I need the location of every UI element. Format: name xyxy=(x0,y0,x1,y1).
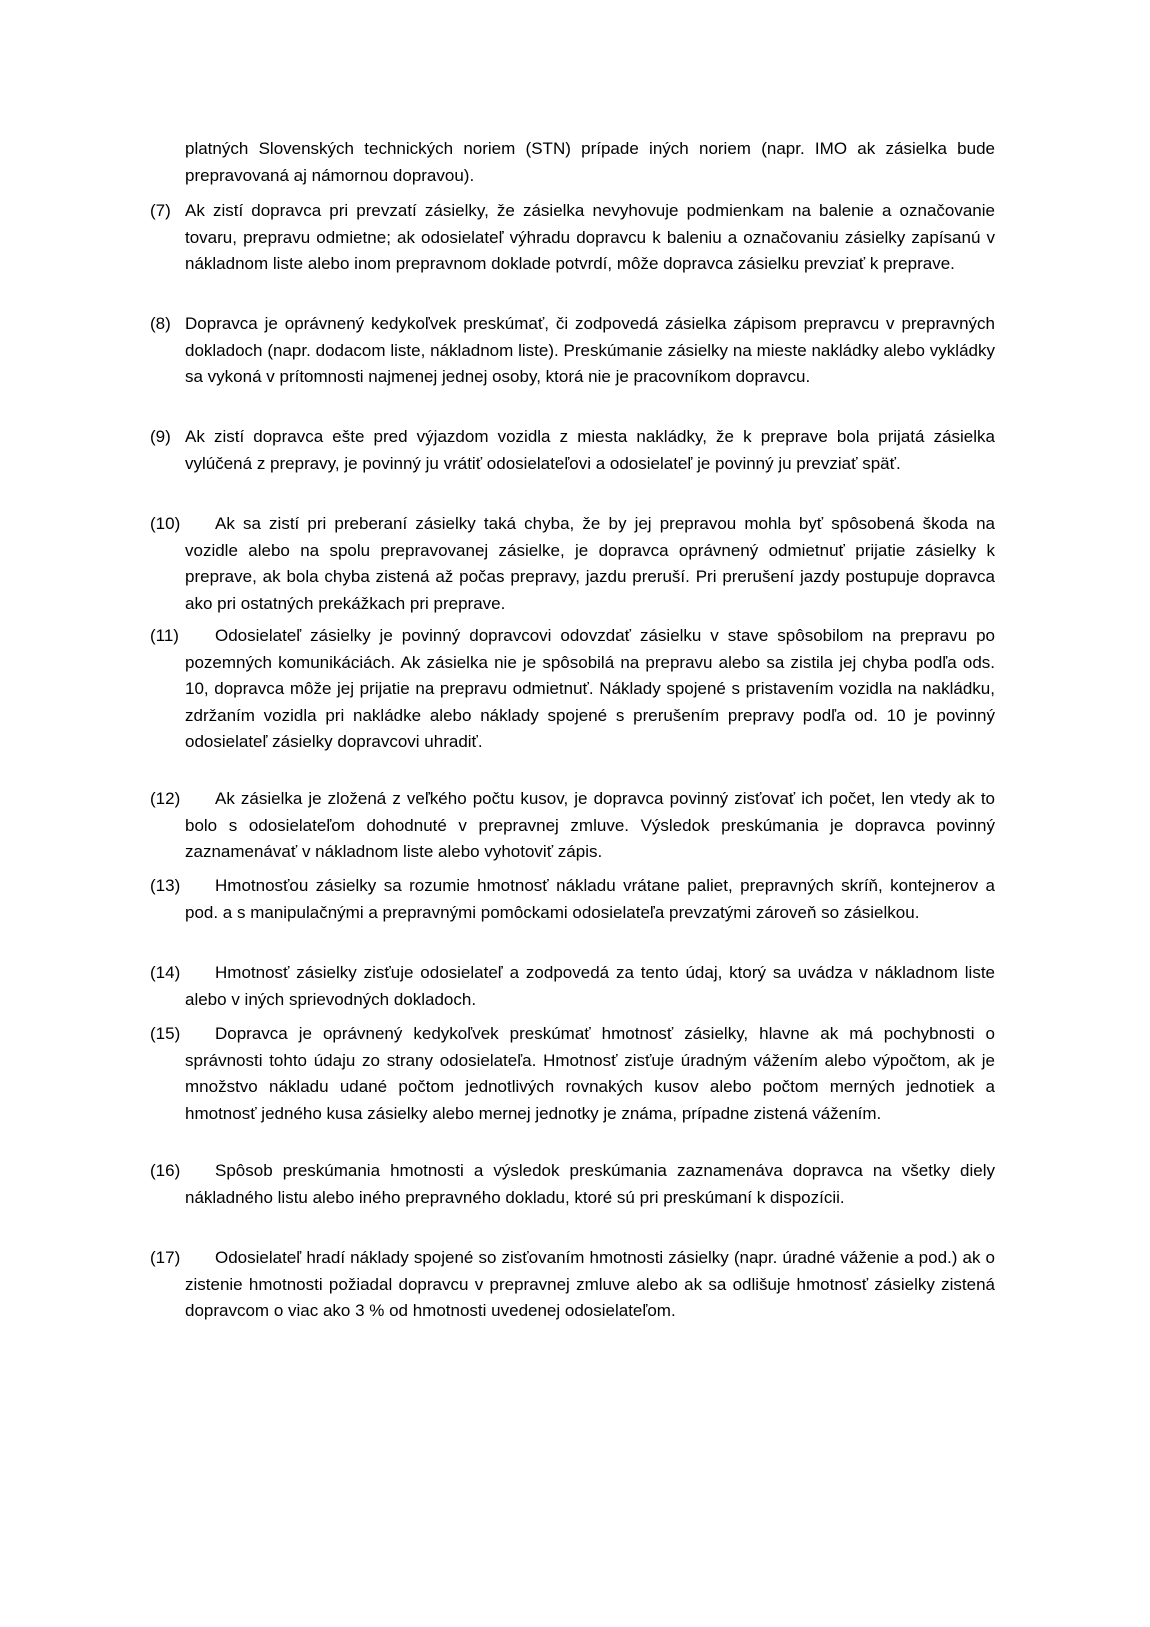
paragraph-16 xyxy=(150,1158,995,1211)
paragraph-8 xyxy=(150,311,995,391)
paragraph-11 xyxy=(150,623,995,756)
paragraph-number: (11) xyxy=(150,626,179,645)
paragraph-text: Hmotnosťou zásielky sa rozumie hmotnosť nákladu vrátane paliet, prepravných skríň, kontejnerov a pod. a s manipulačnými a prepravnými pomôckami odosielateľa prevzatými zároveň so zásielkou. xyxy=(185,876,995,922)
paragraph-number: (12) xyxy=(150,789,181,808)
paragraph-number: (7) xyxy=(150,201,171,220)
intro-paragraph: platných Slovenských technických noriem (STN) prípade iných noriem (napr. IMO ak zásielka bude prepravovaná aj námornou dopravou). xyxy=(185,139,995,185)
paragraph-text: Dopravca je oprávnený kedykoľvek preskúmať hmotnosť zásielky, hlavne ak má pochybnosti o správnosti tohto údaju zo strany odosielateľa. Hmotnosť zisťuje úradným vážením alebo výpočtom, ak je množstvo nákladu udané počtom jednotlivých rovnakých kusov alebo počtom merných jednotiek a hmotnosť jedného kusa zásielky alebo mernej jednotky je známa, prípadne zistená vážením. xyxy=(185,1024,995,1123)
paragraph-text: Dopravca je oprávnený kedykoľvek preskúmať, či zodpovedá zásielka zápisom prepravcu v prepravných dokladoch (napr. dodacom liste, nákladnom liste). Preskúmanie zásielky na mieste nakládky alebo vykládky sa vykoná v prítomnosti najmenej jednej osoby, ktorá nie je pracovníkom dopravcu. xyxy=(185,314,995,386)
paragraph-number: (10) xyxy=(150,514,181,533)
paragraph-number: (8) xyxy=(150,314,171,333)
paragraph-text: Ak zásielka je zložená z veľkého počtu kusov, je dopravca povinný zisťovať ich počet, len vtedy ak to bolo s odosielateľom dohodnuté v prepravnej zmluve. Výsledok preskúmania je dopravca povinný zaznamenávať v nákladnom liste alebo vyhotoviť zápis. xyxy=(185,789,995,861)
paragraph-17 xyxy=(150,1245,995,1325)
paragraph-number: (13) xyxy=(150,876,181,895)
paragraph-13 xyxy=(150,873,995,926)
paragraph-10 xyxy=(150,511,995,617)
paragraph-9 xyxy=(150,424,995,477)
paragraph-text: Ak sa zistí pri preberaní zásielky taká chyba, že by jej prepravou mohla byť spôsobená škoda na vozidle alebo na spolu prepravovanej zásielke, je dopravca oprávnený odmietnuť prijatie zásielky k preprave, ak bola chyba zistená až počas prepravy, jazdu preruší. Pri prerušení jazdy postupuje dopravca ako pri ostatných prekážkach pri preprave. xyxy=(185,514,995,613)
paragraph-text: Hmotnosť zásielky zisťuje odosielateľ a zodpovedá za tento údaj, ktorý sa uvádza v nákladnom liste alebo v iných sprievodných dokladoch. xyxy=(185,963,995,1009)
paragraph-text: Odosielateľ hradí náklady spojené so zisťovaním hmotnosti zásielky (napr. úradné váženie a pod.) ak o zistenie hmotnosti požiadal dopravcu v prepravnej zmluve alebo ak sa odlišuje hmotnosť zásielky zistená dopravcom o viac ako 3 % od hmotnosti uvedenej odosielateľom. xyxy=(185,1248,995,1320)
paragraph-number: (14) xyxy=(150,963,181,982)
paragraph-text: Ak zistí dopravca pri prevzatí zásielky, že zásielka nevyhovuje podmienkam na balenie a označovanie tovaru, prepravu odmietne; ak odosielateľ výhradu dopravcu k baleniu a označovaniu zásielky zapísanú v nákladnom liste alebo inom prepravnom doklade potvrdí, môže dopravca zásielku prevziať k preprave. xyxy=(185,201,995,273)
paragraph-number: (17) xyxy=(150,1248,181,1267)
paragraph-number: (9) xyxy=(150,427,171,446)
paragraph-14 xyxy=(150,960,995,1013)
paragraph-12 xyxy=(150,786,995,866)
paragraph-number: (16) xyxy=(150,1161,181,1180)
paragraph-15 xyxy=(150,1021,995,1127)
paragraph-text: Odosielateľ zásielky je povinný dopravcovi odovzdať zásielku v stave spôsobilom na prepravu po pozemných komunikáciách. Ak zásielka nie je spôsobilá na prepravu alebo sa zistila jej chyba podľa ods. 10, dopravca môže jej prijatie na prepravu odmietnuť. Náklady spojené s pristavením vozidla na nakládku, zdržaním vozidla pri nakládke alebo náklady spojené s prerušením prepravy podľa od. 10 je povinný odosielateľ zásielky dopravcovi uhradiť. xyxy=(185,626,995,751)
paragraph-text: Spôsob preskúmania hmotnosti a výsledok preskúmania zaznamenáva dopravca na všetky diely nákladného listu alebo iného prepravného dokladu, ktoré sú pri preskúmaní k dispozícii. xyxy=(185,1161,995,1207)
paragraph-number: (15) xyxy=(150,1024,181,1043)
paragraph-text: Ak zistí dopravca ešte pred výjazdom vozidla z miesta nakládky, že k preprave bola prijatá zásielka vylúčená z prepravy, je povinný ju vrátiť odosielateľovi a odosielateľ je povinný ju prevziať späť. xyxy=(185,427,995,473)
paragraph-7 xyxy=(150,198,995,278)
